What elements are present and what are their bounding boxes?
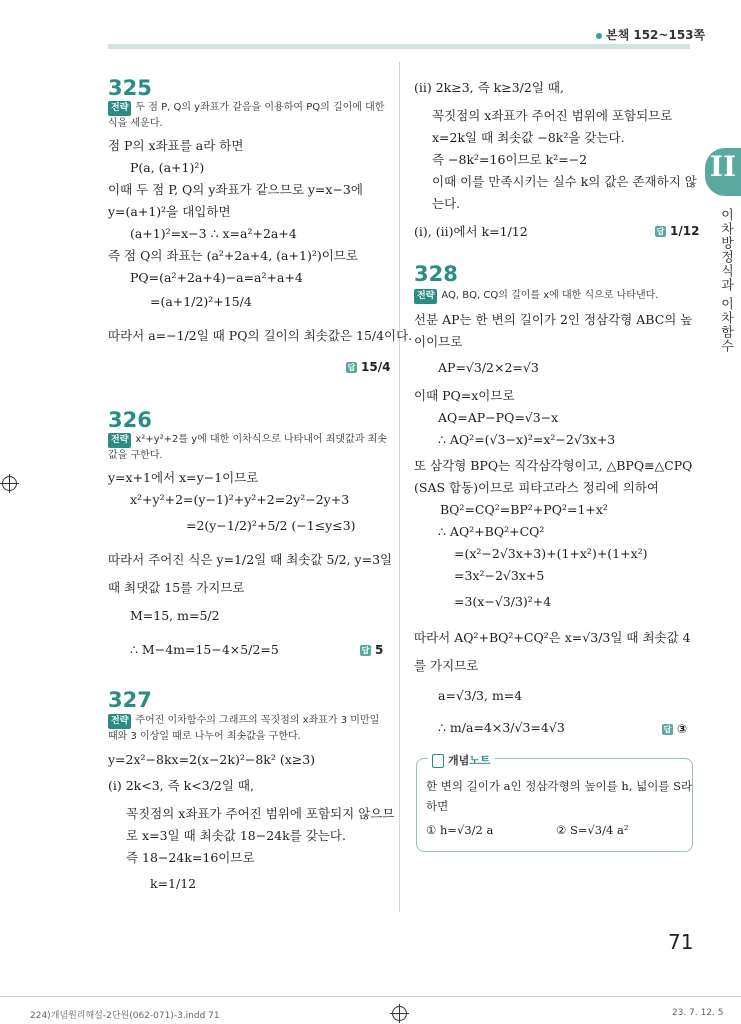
solution-line: a=√3/3, m=4 — [438, 688, 523, 703]
bullet-icon — [596, 33, 602, 39]
solution-line: 또 삼각형 BPQ는 직각삼각형이고, △BPQ≡△CPQ — [414, 458, 693, 473]
solution-line: (a+1)²=x−3 ∴ x=a²+2a+4 — [130, 226, 297, 241]
problem-number: 325 — [108, 76, 152, 100]
solution-line: ∴ m/a=4×3/√3=4√3 — [438, 720, 565, 735]
footer-file: 224)개념원리해설-2단원(062-071)-3.indd 71 — [30, 1011, 220, 1021]
solution-line: 따라서 a=−1/2일 때 PQ의 길이의 최솟값은 15/4이다. — [108, 328, 413, 343]
page-number: 71 — [668, 930, 694, 954]
solution-line: 꼭짓점의 x좌표가 주어진 범위에 포함되므로 — [432, 108, 673, 123]
registration-mark-icon — [2, 476, 17, 491]
concept-note-line: 하면 — [426, 799, 449, 813]
solution-line: y=x+1에서 x=y−1이므로 — [108, 470, 259, 485]
solution-line: (ⅰ) 2k<3, 즉 k<3/2일 때, — [108, 778, 254, 793]
concept-note-item: ② S=√3/4 a² — [556, 823, 629, 837]
chapter-title: 이차방정식과 이차함수 — [718, 208, 733, 354]
solution-line: 꼭짓점의 x좌표가 주어진 범위에 포함되지 않으므 — [126, 806, 395, 821]
solution-line: (ⅰ), (ⅱ)에서 k=1/12 — [414, 224, 528, 239]
chapter-numeral: II — [709, 150, 737, 183]
solution-line: ∴ AQ²=(√3−x)²=x²−2√3x+3 — [438, 432, 616, 447]
solution-line: y=(a+1)²을 대입하면 — [108, 204, 231, 219]
solution-line: BQ²=CQ²=BP²+PQ²=1+x² — [440, 502, 608, 517]
solution-line: 는다. — [432, 196, 461, 211]
solution-line: =2(y−1/2)²+5/2 (−1≤y≤3) — [186, 518, 356, 533]
solution-line: =(a+1/2)²+15/4 — [150, 294, 252, 309]
solution-line: 때 최댓값 15를 가지므로 — [108, 580, 245, 595]
solution-line: 를 가지므로 — [414, 658, 479, 673]
solution-line: 즉 점 Q의 좌표는 (a²+2a+4, (a+1)²)이므로 — [108, 248, 358, 263]
solution-line: AQ=AP−PQ=√3−x — [438, 410, 559, 425]
solution-line: P(a, (a+1)²) — [130, 160, 205, 175]
footer-rule — [0, 996, 741, 997]
solution-line: k=1/12 — [150, 876, 197, 891]
solution-line: ∴ M−4m=15−4×5/2=5 — [130, 642, 279, 657]
strategy-note: 전략 두 점 P, Q의 y좌표가 같음을 이용하여 PQ의 길이에 대한 식을 세운다. — [108, 102, 385, 129]
solution-line: 즉 −8k²=16이므로 k²=−2 — [432, 152, 588, 167]
concept-note-title: 개념노트 — [428, 752, 495, 768]
solution-line: x=2k일 때 최솟값 −8k²을 갖는다. — [432, 130, 625, 145]
header-bar — [108, 44, 690, 49]
column-divider — [399, 62, 400, 912]
solution-line: 이때 이를 만족시키는 실수 k의 값은 존재하지 않 — [432, 174, 697, 189]
solution-line: 이때 PQ=x이므로 — [414, 388, 515, 403]
solution-line: x²+y²+2=(y−1)²+y²+2=2y²−2y+3 — [130, 492, 350, 507]
concept-note-item: ① h=√3/2 a — [426, 823, 494, 837]
concept-note-line: 한 변의 길이가 a인 정삼각형의 높이를 h, 넓이를 S라 — [426, 779, 693, 793]
problem-number: 328 — [414, 262, 458, 286]
answer-badge: 답 1/12 — [656, 224, 700, 238]
solution-line: PQ=(a²+2a+4)−a=a²+a+4 — [130, 270, 303, 285]
solution-line: y=2x²−8kx=2(x−2k)²−8k² (x≥3) — [108, 752, 316, 767]
solution-line: 즉 18−24k=16이므로 — [126, 850, 255, 865]
solution-line: 따라서 주어진 식은 y=1/2일 때 최솟값 5/2, y=3일 — [108, 552, 393, 567]
solution-line: (SAS 합동)이므로 피타고라스 정리에 의하여 — [414, 480, 660, 495]
solution-line: 점 P의 x좌표를 a라 하면 — [108, 138, 244, 153]
solution-line: M=15, m=5/2 — [130, 608, 220, 623]
problem-number: 327 — [108, 688, 152, 712]
footer-date: 23. 7. 12. 5 — [672, 1008, 724, 1018]
solution-line: AP=√3/2×2=√3 — [438, 360, 539, 375]
solution-line: =(x²−2√3x+3)+(1+x²)+(1+x²) — [454, 546, 648, 561]
answer-badge: 답 5 — [361, 643, 384, 657]
strategy-note: 전략 x²+y²+2를 y에 대한 이차식으로 나타내어 최댓값과 최솟값을 구한다. — [108, 434, 387, 461]
solution-line: (ⅱ) 2k≥3, 즉 k≥3/2일 때, — [414, 80, 564, 95]
solution-line: ∴ AQ²+BQ²+CQ² — [438, 524, 545, 539]
solution-line: =3x²−2√3x+5 — [454, 568, 545, 583]
answer-badge: 답 15/4 — [347, 360, 391, 374]
solution-line: =3(x−√3/3)²+4 — [454, 594, 552, 609]
strategy-note: 전략 AQ, BQ, CQ의 길이를 x에 대한 식으로 나타낸다. — [414, 288, 690, 304]
solution-line: 따라서 AQ²+BQ²+CQ²은 x=√3/3일 때 최솟값 4 — [414, 630, 691, 645]
solution-line: 이때 두 점 P, Q의 y좌표가 같으므로 y=x−3에 — [108, 182, 363, 197]
strategy-note: 전략 주어진 이차함수의 그래프의 꼭짓점의 x좌표가 3 미만일 때와 3 이상일 때로 나누어 최솟값을 구한다. — [108, 715, 380, 742]
page-reference: 본책 152~153쪽 — [596, 26, 705, 43]
solution-line: 로 x=3일 때 최솟값 18−24k를 갖는다. — [126, 828, 346, 843]
answer-badge: 답 ③ — [663, 722, 688, 736]
note-icon — [432, 754, 444, 768]
registration-mark-icon — [392, 1006, 407, 1021]
solution-line: 이이므로 — [414, 334, 463, 349]
solution-line: 선분 AP는 한 변의 길이가 2인 정삼각형 ABC의 높 — [414, 312, 693, 327]
problem-number: 326 — [108, 408, 152, 432]
